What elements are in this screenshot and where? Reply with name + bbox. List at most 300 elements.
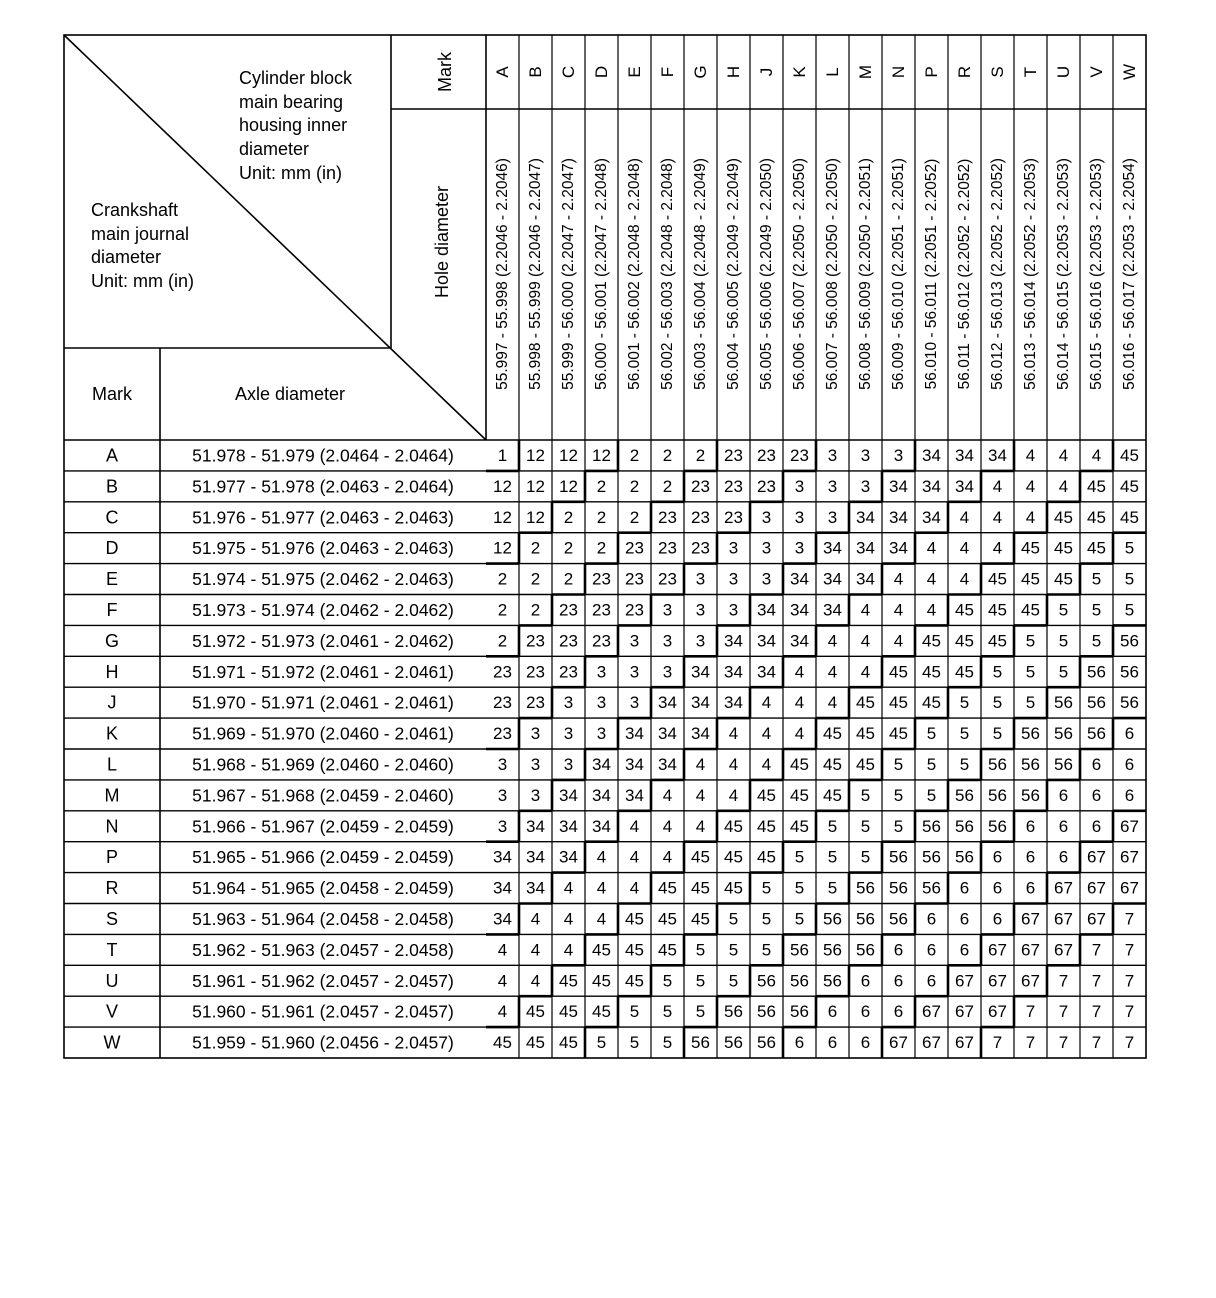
grade-cell: 23 [526, 662, 545, 682]
grade-cell: 3 [794, 538, 805, 558]
grade-cell: 6 [1058, 847, 1069, 867]
row-axle-diameter: 51.972 - 51.973 (2.0461 - 2.0462) [192, 630, 454, 651]
row-axle-diameter: 51.976 - 51.977 (2.0463 - 2.0463) [192, 507, 454, 528]
grade-cell: 5 [926, 724, 937, 744]
grade-cell: 34 [493, 847, 512, 867]
grade-cell: 3 [530, 785, 541, 805]
grade-cell: 45 [658, 940, 677, 960]
grade-cell: 45 [955, 600, 974, 620]
grade-cell: 12 [592, 445, 611, 465]
grade-cell: 4 [728, 754, 739, 774]
axle-diameter-header: Axle diameter [234, 384, 346, 404]
grade-cell: 6 [893, 971, 904, 991]
grade-cell: 4 [563, 940, 574, 960]
column-hole-diameter: 56.003 - 56.004 (2.2048 - 2.2049) [692, 158, 709, 390]
row-mark: S [105, 908, 119, 929]
grade-cell: 34 [559, 785, 578, 805]
grade-cell: 56 [724, 1033, 743, 1053]
grade-cell: 45 [922, 662, 941, 682]
grade-cell: 5 [761, 909, 772, 929]
grade-cell: 2 [563, 538, 574, 558]
grade-cell: 4 [959, 507, 970, 527]
grade-cell: 4 [695, 816, 706, 836]
grade-cell: 45 [625, 940, 644, 960]
row-mark: V [105, 1001, 119, 1022]
grade-cell: 45 [625, 909, 644, 929]
grade-cell: 6 [1025, 816, 1036, 836]
grade-cell: 3 [629, 631, 640, 651]
grade-cell: 4 [992, 507, 1003, 527]
row-mark: D [105, 538, 119, 559]
row-axle-diameter: 51.961 - 51.962 (2.0457 - 2.0457) [192, 970, 454, 991]
grade-cell: 23 [559, 631, 578, 651]
grade-cell: 56 [856, 878, 875, 898]
grade-cell: 5 [1058, 600, 1069, 620]
grade-cell: 4 [926, 538, 937, 558]
grade-cell: 45 [1054, 569, 1073, 589]
grade-cell: 5 [662, 1002, 673, 1022]
row-axle-diameter: 51.959 - 51.960 (2.0456 - 2.0457) [192, 1032, 454, 1053]
grade-cell: 4 [530, 909, 541, 929]
grade-cell: 6 [1025, 847, 1036, 867]
grade-cell: 7 [992, 1033, 1003, 1053]
grade-cell: 2 [530, 538, 541, 558]
grade-cell: 56 [757, 1033, 776, 1053]
row-axle-diameter: 51.978 - 51.979 (2.0464 - 2.0464) [192, 445, 454, 466]
grade-cell: 56 [1021, 785, 1040, 805]
grade-cell: 6 [794, 1033, 805, 1053]
grade-cell: 23 [790, 445, 809, 465]
grade-cell: 2 [629, 507, 640, 527]
grade-cell: 4 [497, 1002, 508, 1022]
grade-cell: 5 [992, 724, 1003, 744]
grade-cell: 45 [724, 878, 743, 898]
grade-cell: 4 [959, 538, 970, 558]
grade-cell: 12 [493, 507, 512, 527]
row-axle-diameter: 51.970 - 51.971 (2.0461 - 2.0461) [192, 692, 454, 713]
grade-cell: 45 [790, 816, 809, 836]
grade-cell: 4 [794, 693, 805, 713]
grade-cell: 67 [1021, 909, 1040, 929]
column-mark: A [493, 66, 512, 78]
grade-cell: 56 [757, 1002, 776, 1022]
grade-cell: 5 [695, 971, 706, 991]
grade-cell: 56 [1054, 693, 1073, 713]
grade-cell: 5 [662, 1033, 673, 1053]
grade-cell: 45 [1021, 538, 1040, 558]
row-mark: T [106, 939, 118, 960]
grade-cell: 12 [526, 507, 545, 527]
grade-cell: 5 [827, 878, 838, 898]
grade-cell: 3 [761, 538, 772, 558]
grade-cell: 34 [493, 909, 512, 929]
grade-cell: 56 [955, 816, 974, 836]
grade-cell: 4 [992, 476, 1003, 496]
row-mark: W [103, 1032, 121, 1053]
mark-header-top: Mark [435, 52, 455, 92]
grade-cell: 45 [889, 693, 908, 713]
grade-cell: 56 [1021, 754, 1040, 774]
cylinder-block-label: Cylinder block main bearing housing inner diameter Unit: mm (in) [239, 68, 353, 183]
grade-cell: 6 [860, 971, 871, 991]
grade-cell: 7 [1091, 940, 1102, 960]
grade-cell: 4 [728, 785, 739, 805]
grade-cell: 6 [860, 1033, 871, 1053]
grade-cell: 67 [955, 1033, 974, 1053]
grade-cell: 3 [728, 569, 739, 589]
column-hole-diameter: 56.012 - 56.013 (2.2052 - 2.2052) [989, 158, 1006, 390]
grade-cell: 5 [1025, 693, 1036, 713]
grade-cell: 2 [662, 476, 673, 496]
grade-cell: 4 [860, 600, 871, 620]
grade-cell: 3 [827, 445, 838, 465]
row-mark: H [105, 661, 119, 682]
grade-cell: 6 [926, 909, 937, 929]
column-hole-diameter: 56.005 - 56.006 (2.2049 - 2.2050) [758, 158, 775, 390]
grade-cell: 6 [1091, 816, 1102, 836]
grade-cell: 23 [493, 724, 512, 744]
grade-cell: 45 [724, 847, 743, 867]
row-axle-diameter: 51.967 - 51.968 (2.0459 - 2.0460) [192, 785, 454, 806]
grade-cell: 6 [1025, 878, 1036, 898]
grade-cell: 7 [1091, 1033, 1102, 1053]
grade-cell: 34 [823, 600, 842, 620]
grade-cell: 7 [1025, 1033, 1036, 1053]
column-mark: J [757, 67, 776, 77]
column-mark: B [526, 66, 545, 78]
grade-cell: 3 [695, 631, 706, 651]
grade-cell: 23 [559, 662, 578, 682]
column-mark: V [1087, 66, 1106, 78]
grade-cell: 5 [794, 909, 805, 929]
grade-cell: 23 [493, 662, 512, 682]
grade-cell: 5 [1124, 600, 1135, 620]
grade-cell: 3 [530, 724, 541, 744]
grade-cell: 45 [559, 1002, 578, 1022]
grade-cell: 23 [559, 600, 578, 620]
grade-cell: 6 [893, 1002, 904, 1022]
grade-cell: 5 [662, 971, 673, 991]
grade-cell: 4 [860, 662, 871, 682]
grade-cell: 2 [695, 445, 706, 465]
grade-cell: 45 [526, 1002, 545, 1022]
grade-cell: 67 [988, 971, 1007, 991]
column-mark: C [559, 65, 578, 79]
grade-cell: 45 [1087, 476, 1106, 496]
grade-cell: 3 [596, 724, 607, 744]
grade-cell: 34 [592, 754, 611, 774]
column-hole-diameter: 56.014 - 56.015 (2.2053 - 2.2053) [1055, 158, 1072, 390]
grade-cell: 12 [559, 476, 578, 496]
row-axle-diameter: 51.974 - 51.975 (2.0462 - 2.0463) [192, 569, 454, 590]
grade-cell: 3 [662, 600, 673, 620]
grade-cell: 56 [1087, 693, 1106, 713]
grade-cell: 4 [893, 631, 904, 651]
grade-cell: 23 [526, 631, 545, 651]
column-hole-diameter: 56.015 - 56.016 (2.2053 - 2.2053) [1088, 158, 1105, 390]
grade-cell: 34 [823, 569, 842, 589]
grade-cell: 6 [926, 971, 937, 991]
grade-cell: 4 [893, 600, 904, 620]
grade-cell: 67 [922, 1002, 941, 1022]
grade-cell: 34 [889, 476, 908, 496]
grade-cell: 45 [955, 631, 974, 651]
grade-cell: 56 [790, 940, 809, 960]
grade-cell: 4 [695, 785, 706, 805]
grade-cell: 5 [1091, 569, 1102, 589]
grade-cell: 45 [856, 754, 875, 774]
grade-cell: 3 [662, 662, 673, 682]
grade-cell: 6 [893, 940, 904, 960]
grade-cell: 23 [724, 476, 743, 496]
grade-cell: 5 [728, 909, 739, 929]
grade-cell: 5 [926, 754, 937, 774]
grade-cell: 56 [856, 940, 875, 960]
grade-cell: 45 [691, 878, 710, 898]
column-hole-diameter: 56.016 - 56.017 (2.2053 - 2.2054) [1121, 158, 1138, 390]
grade-cell: 4 [596, 909, 607, 929]
grade-cell: 2 [662, 445, 673, 465]
grade-cell: 56 [790, 971, 809, 991]
grade-cell: 67 [1021, 940, 1040, 960]
grade-cell: 45 [658, 878, 677, 898]
grade-cell: 56 [724, 1002, 743, 1022]
grade-cell: 5 [1124, 538, 1135, 558]
grade-cell: 45 [1120, 445, 1139, 465]
grade-cell: 6 [992, 909, 1003, 929]
grade-cell: 56 [1054, 754, 1073, 774]
grade-cell: 23 [757, 476, 776, 496]
grade-cell: 4 [1091, 445, 1102, 465]
grade-cell: 56 [988, 754, 1007, 774]
grade-cell: 45 [1021, 569, 1040, 589]
column-mark: F [658, 66, 677, 78]
grade-cell: 34 [592, 816, 611, 836]
grade-cell: 6 [926, 940, 937, 960]
grade-cell: 56 [1021, 724, 1040, 744]
grade-cell: 5 [893, 816, 904, 836]
grade-cell: 34 [526, 847, 545, 867]
grade-cell: 3 [761, 507, 772, 527]
grade-cell: 34 [757, 600, 776, 620]
grade-cell: 4 [860, 631, 871, 651]
grade-cell: 67 [922, 1033, 941, 1053]
grade-cell: 23 [724, 445, 743, 465]
grade-cell: 4 [761, 693, 772, 713]
grade-cell: 4 [530, 971, 541, 991]
grade-cell: 5 [1058, 662, 1069, 682]
grade-cell: 6 [827, 1033, 838, 1053]
grade-cell: 6 [992, 878, 1003, 898]
grade-cell: 23 [658, 538, 677, 558]
row-axle-diameter: 51.962 - 51.963 (2.0457 - 2.0458) [192, 939, 454, 960]
grade-cell: 45 [493, 1033, 512, 1053]
grade-cell: 45 [922, 631, 941, 651]
grade-cell: 45 [625, 971, 644, 991]
grade-cell: 34 [724, 662, 743, 682]
grade-cell: 56 [889, 878, 908, 898]
grade-cell: 34 [988, 445, 1007, 465]
grade-cell: 67 [1087, 909, 1106, 929]
grade-cell: 45 [790, 754, 809, 774]
grade-cell: 34 [658, 724, 677, 744]
row-axle-diameter: 51.971 - 51.972 (2.0461 - 2.0461) [192, 661, 454, 682]
row-axle-diameter: 51.964 - 51.965 (2.0458 - 2.0459) [192, 878, 454, 899]
grade-cell: 56 [790, 1002, 809, 1022]
grade-cell: 67 [988, 940, 1007, 960]
grade-cell: 12 [526, 476, 545, 496]
grade-cell: 34 [856, 569, 875, 589]
grade-cell: 23 [493, 693, 512, 713]
grade-cell: 12 [526, 445, 545, 465]
grade-cell: 4 [596, 847, 607, 867]
grade-cell: 3 [497, 785, 508, 805]
grade-cell: 4 [794, 724, 805, 744]
grade-cell: 3 [794, 507, 805, 527]
grade-cell: 3 [596, 662, 607, 682]
grade-cell: 45 [889, 662, 908, 682]
column-mark: M [856, 64, 875, 80]
grade-cell: 56 [988, 785, 1007, 805]
grade-cell: 2 [530, 569, 541, 589]
grade-cell: 4 [827, 693, 838, 713]
grade-cell: 34 [790, 569, 809, 589]
grade-cell: 12 [493, 538, 512, 558]
column-hole-diameter: 56.011 - 56.012 (2.2052 - 2.2052) [956, 158, 973, 390]
grade-cell: 56 [889, 847, 908, 867]
grade-cell: 45 [823, 754, 842, 774]
grade-cell: 3 [596, 693, 607, 713]
grade-cell: 45 [988, 569, 1007, 589]
grade-cell: 67 [1087, 878, 1106, 898]
grade-cell: 2 [596, 476, 607, 496]
column-mark: H [724, 65, 743, 79]
grade-cell: 6 [1058, 816, 1069, 836]
grade-cell: 7 [1058, 1033, 1069, 1053]
grade-cell: 45 [856, 724, 875, 744]
column-mark: G [691, 65, 710, 79]
grade-cell: 34 [592, 785, 611, 805]
grade-cell: 34 [856, 538, 875, 558]
grade-cell: 56 [823, 971, 842, 991]
grade-cell: 7 [1058, 1002, 1069, 1022]
row-mark: A [105, 445, 119, 466]
row-mark: F [106, 599, 118, 620]
column-mark: T [1021, 66, 1040, 78]
column-mark: S [988, 66, 1007, 78]
column-mark: P [922, 66, 941, 78]
grade-cell: 45 [823, 785, 842, 805]
column-mark: D [592, 65, 611, 79]
grade-cell: 67 [1054, 940, 1073, 960]
grade-cell: 34 [658, 754, 677, 774]
grade-cell: 7 [1124, 909, 1135, 929]
grade-cell: 4 [959, 569, 970, 589]
grade-cell: 34 [790, 631, 809, 651]
grade-cell: 56 [955, 847, 974, 867]
row-mark: G [104, 630, 120, 651]
grade-cell: 1 [497, 445, 508, 465]
grade-cell: 23 [691, 538, 710, 558]
grade-cell: 34 [658, 693, 677, 713]
grade-cell: 67 [1021, 971, 1040, 991]
grade-cell: 3 [629, 662, 640, 682]
grade-cell: 67 [1120, 816, 1139, 836]
grade-cell: 3 [563, 693, 574, 713]
grade-cell: 56 [889, 909, 908, 929]
row-mark: U [105, 970, 119, 991]
grade-cell: 4 [992, 538, 1003, 558]
grade-cell: 3 [860, 445, 871, 465]
column-hole-diameter: 56.001 - 56.002 (2.2048 - 2.2048) [626, 158, 643, 390]
grade-cell: 5 [827, 847, 838, 867]
grade-cell: 34 [691, 724, 710, 744]
grade-cell: 56 [955, 785, 974, 805]
grade-cell: 4 [497, 940, 508, 960]
row-axle-diameter: 51.965 - 51.966 (2.0459 - 2.0459) [192, 847, 454, 868]
row-mark: K [105, 723, 119, 744]
grade-cell: 45 [724, 816, 743, 836]
grade-cell: 67 [955, 1002, 974, 1022]
row-mark: E [105, 569, 119, 590]
grade-cell: 34 [955, 476, 974, 496]
grade-cell: 4 [563, 878, 574, 898]
grade-cell: 67 [889, 1033, 908, 1053]
grade-cell: 45 [955, 662, 974, 682]
row-axle-diameter: 51.960 - 51.961 (2.0457 - 2.0457) [192, 1001, 454, 1022]
grade-cell: 34 [625, 724, 644, 744]
grade-cell: 4 [629, 847, 640, 867]
column-hole-diameter: 56.006 - 56.007 (2.2050 - 2.2050) [791, 158, 808, 390]
grade-cell: 6 [959, 909, 970, 929]
grade-cell: 2 [563, 507, 574, 527]
grade-cell: 56 [757, 971, 776, 991]
grade-cell: 23 [691, 476, 710, 496]
grade-cell: 6 [959, 940, 970, 960]
row-mark: N [105, 816, 119, 837]
grade-cell: 34 [724, 693, 743, 713]
grade-cell: 4 [596, 878, 607, 898]
mark-header-left: Mark [92, 384, 132, 404]
row-mark: J [107, 692, 117, 713]
column-mark: W [1120, 63, 1139, 81]
grade-cell: 34 [526, 816, 545, 836]
grade-cell: 5 [893, 754, 904, 774]
grade-cell: 4 [827, 662, 838, 682]
grade-cell: 34 [724, 631, 743, 651]
grade-cell: 7 [1124, 971, 1135, 991]
grade-cell: 56 [1087, 662, 1106, 682]
grade-cell: 45 [757, 785, 776, 805]
grade-cell: 4 [662, 847, 673, 867]
row-mark: B [105, 476, 119, 497]
grade-cell: 2 [563, 569, 574, 589]
grade-cell: 56 [922, 878, 941, 898]
grade-cell: 4 [662, 785, 673, 805]
grade-cell: 2 [629, 445, 640, 465]
column-hole-diameter: 56.007 - 56.008 (2.2050 - 2.2050) [824, 158, 841, 390]
grade-cell: 45 [1054, 538, 1073, 558]
grade-cell: 56 [823, 940, 842, 960]
grade-cell: 34 [889, 538, 908, 558]
grade-cell: 56 [922, 847, 941, 867]
grade-cell: 23 [724, 507, 743, 527]
grade-cell: 56 [1120, 693, 1139, 713]
grade-cell: 2 [497, 631, 508, 651]
row-mark: C [105, 507, 119, 528]
grade-cell: 45 [889, 724, 908, 744]
row-axle-diameter: 51.977 - 51.978 (2.0463 - 2.0464) [192, 476, 454, 497]
